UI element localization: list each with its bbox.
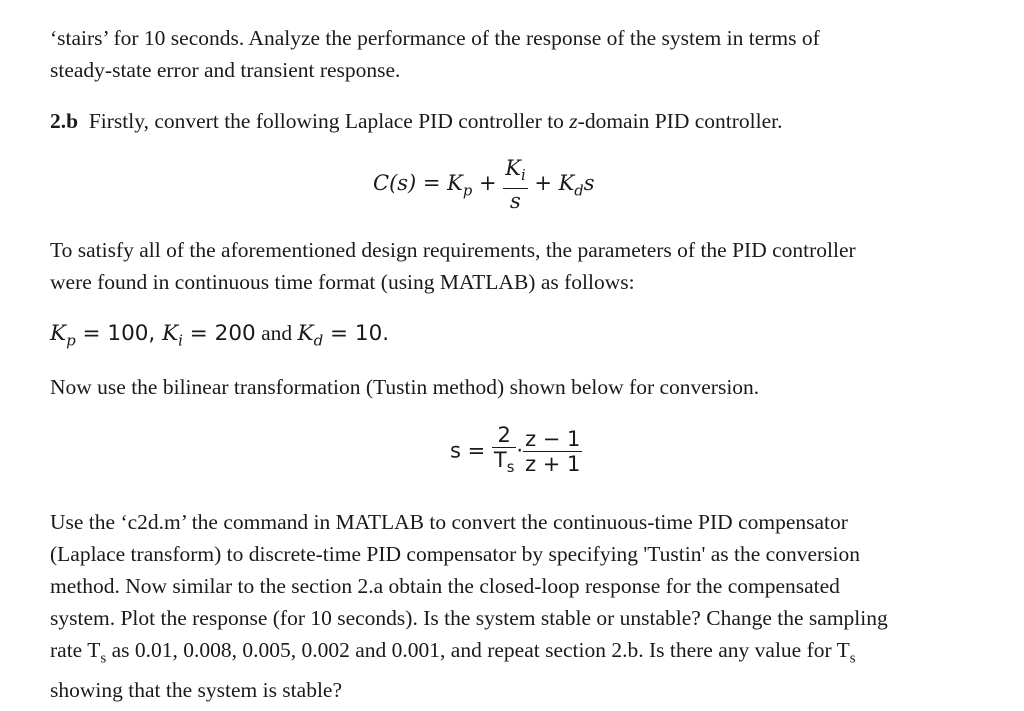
- c2d-line-1: Use the ‘c2d.m’ the command in MATLAB to convert the continuous-time PID compensator: [50, 510, 848, 534]
- section-text-b: -domain PID controller.: [577, 109, 783, 133]
- ki-value: = 200: [182, 321, 256, 346]
- eq1-ki: K: [505, 156, 521, 180]
- eq2-den-2: z + 1: [525, 452, 581, 477]
- eq1-kp-sub: p: [462, 182, 473, 200]
- eq2-lhs: s =: [450, 438, 486, 463]
- eq2-fraction-1: [492, 423, 516, 480]
- eq2-den-1: T: [493, 448, 507, 472]
- tustin-intro: [50, 371, 982, 403]
- kd-value: = 10.: [323, 321, 390, 346]
- c2d-line-6: showing that the system is stable?: [50, 678, 343, 703]
- eq1-ki-fraction: [503, 156, 527, 213]
- tustin-equation: [450, 423, 582, 480]
- eq1-tail: s: [583, 171, 595, 196]
- section-text-a: Firstly, convert the following Laplace PID controller to: [88, 109, 570, 133]
- kd-sub: d: [313, 331, 324, 350]
- ts-sub-1: s: [100, 650, 107, 667]
- eq2-num-2: z − 1: [525, 427, 581, 452]
- c2d-line-5a: rate T: [50, 638, 101, 662]
- requirements-paragraph: [50, 234, 982, 298]
- kp-value: = 100,: [75, 321, 163, 346]
- pid-parameters: [50, 317, 982, 356]
- z-variable: z: [569, 109, 578, 133]
- requirements-line-1: To satisfy all of the aforementioned design requirements, the parameters of the PID controller: [50, 238, 856, 262]
- kp-sub: p: [66, 331, 76, 350]
- eq1-den: s: [503, 188, 527, 213]
- c2d-line-4: system. Plot the response (for 10 seconds). Is the system stable or unstable? Change the sampling: [50, 606, 888, 630]
- tustin-intro-line: Now use the bilinear transformation (Tustin method) shown below for conversion.: [50, 375, 760, 399]
- c2d-paragraph: [50, 506, 982, 706]
- eq1-ki-sub: i: [520, 167, 526, 185]
- pid-laplace-equation: [373, 156, 594, 213]
- eq1-plus-2: + K: [527, 171, 575, 196]
- requirements-line-2: were found in continuous time format (using MATLAB) as follows:: [50, 270, 635, 294]
- and-text: and: [255, 321, 298, 345]
- c2d-line-2: (Laplace transform) to discrete-time PID compensator by specifying 'Tustin' as the conversion: [50, 542, 861, 566]
- ki-symbol: K: [162, 321, 179, 346]
- eq2-den-1-sub: s: [506, 459, 515, 477]
- kd-symbol: K: [297, 321, 314, 346]
- section-label: 2.b: [50, 109, 79, 133]
- c2d-line-3: method. Now similar to the section 2.a obtain the closed-loop response for the compensated: [50, 574, 840, 598]
- intro-line-2: steady-state error and transient response.: [50, 58, 401, 82]
- c2d-line-5b: as 0.01, 0.008, 0.005, 0.002 and 0.001, and repeat section 2.b. Is there any value for T: [106, 638, 850, 662]
- eq2-num-1: 2: [497, 423, 511, 447]
- eq1-lhs: C(s) = K: [373, 171, 463, 196]
- ki-sub: i: [178, 331, 183, 350]
- eq1-kd-sub: d: [574, 182, 584, 200]
- kp-symbol: K: [50, 321, 67, 346]
- eq2-fraction-2: [523, 427, 582, 476]
- intro-paragraph: [50, 22, 982, 86]
- ts-sub-2: s: [849, 650, 856, 667]
- eq1-plus-1: +: [472, 171, 504, 196]
- intro-line-1: ‘stairs’ for 10 seconds. Analyze the performance of the response of the system in terms of: [50, 26, 820, 50]
- section-2b-intro: [50, 105, 982, 137]
- eq2-dot: ·: [516, 438, 524, 463]
